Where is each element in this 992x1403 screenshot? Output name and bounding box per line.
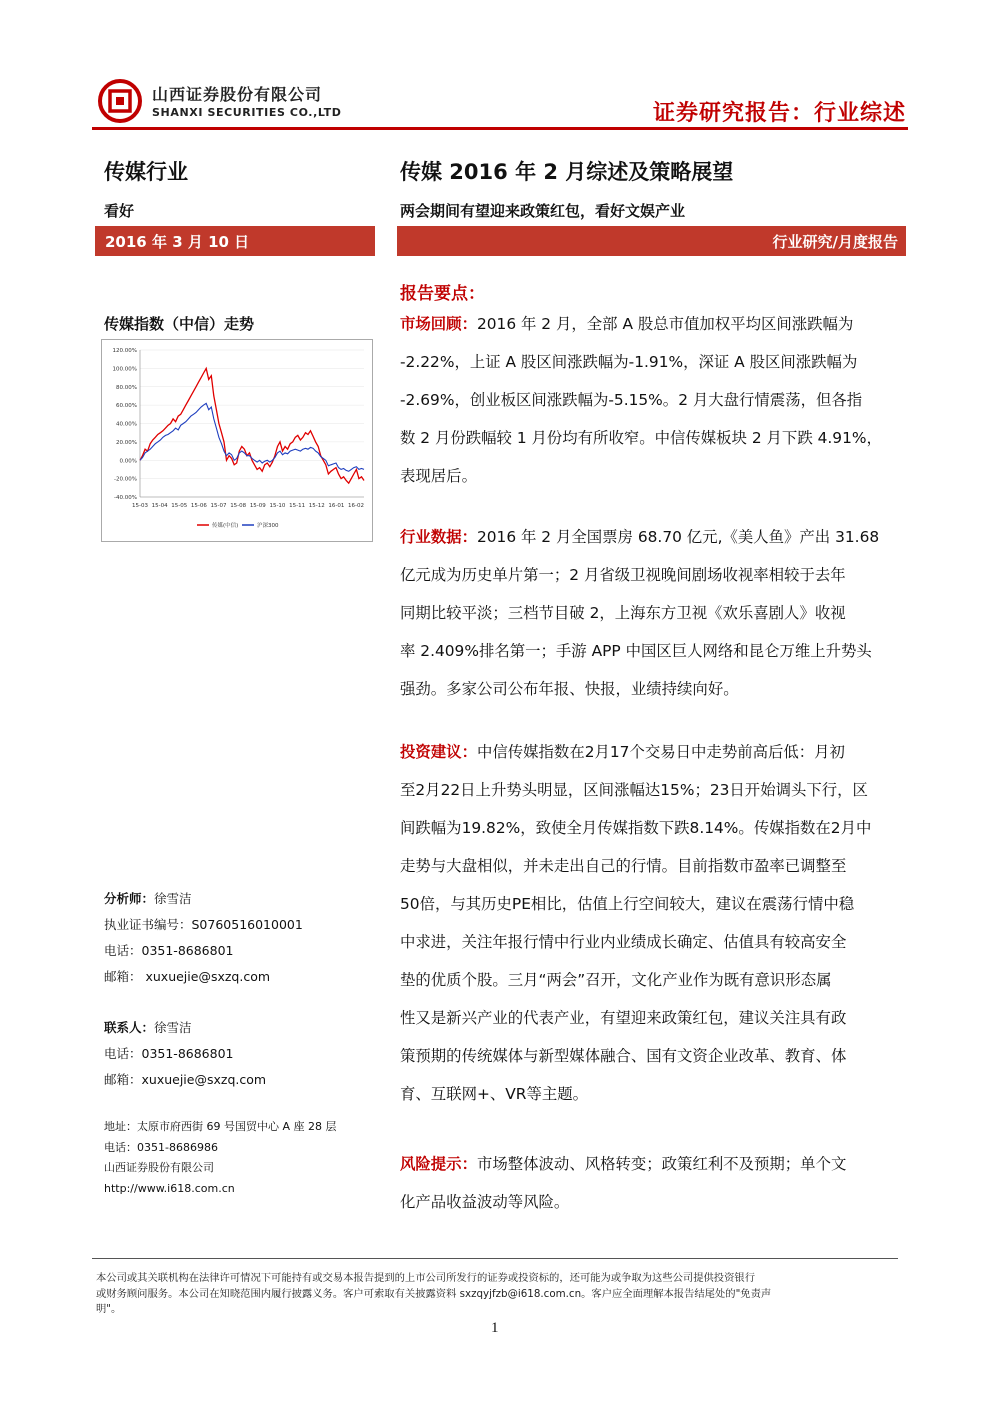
y-tick-label: 40.00% <box>116 421 137 428</box>
industry-label: 行业数据： <box>400 528 477 546</box>
page-number: 1 <box>491 1320 499 1336</box>
legend-label: 传媒(中信) <box>212 523 239 529</box>
x-tick-label: 15-03 <box>132 503 148 509</box>
address-company: 山西证券股份有限公司 <box>104 1161 214 1174</box>
x-tick-label: 15-07 <box>210 503 227 509</box>
invest-text-4: 50倍，与其历史PE相比，估值上行空间较大，建议在震荡行情中稳 <box>400 895 855 913</box>
company-name-en: SHANXI SECURITIES CO.,LTD <box>152 106 342 119</box>
address-phone: 电话：0351-8686986 <box>104 1140 218 1154</box>
key-points-heading: 报告要点： <box>400 284 485 304</box>
x-tick-label: 15-04 <box>151 503 168 509</box>
y-tick-label: 100.00% <box>112 366 137 373</box>
text-line <box>400 518 908 556</box>
y-tick-label: -20.00% <box>114 476 137 483</box>
market-text-2: -2.69%，创业板区间涨跌幅为-5.15%。2 月大盘行情震荡，但各指 <box>400 391 863 409</box>
industry-text-4: 强劲。多家公司公布年报、快报，业绩持续向好。 <box>400 680 739 698</box>
footer-rule <box>92 1258 898 1259</box>
company-logo <box>97 78 143 124</box>
market-text-4: 表现居后。 <box>400 467 477 485</box>
industry-name: 传媒行业 <box>104 160 188 184</box>
risk-text-1: 化产品收益波动等风险。 <box>400 1193 570 1211</box>
y-tick-label: 20.00% <box>116 439 137 446</box>
y-tick-label: 80.00% <box>116 384 137 391</box>
market-text-3: 数 2 月份跌幅较 1 月份均有所收窄。中信传媒板块 2 月下跌 4.91%， <box>400 429 882 447</box>
industry-text-1: 亿元成为历史单片第一；2 月省级卫视晚间剧场收视率相较于去年 <box>400 566 846 584</box>
report-date: 2016 年 3 月 10 日 <box>105 233 250 251</box>
disclaimer-line-1: 或财务顾问服务。本公司在知晓范围内履行披露义务。客户可索取有关披露资料 sxzqyjfzb@i618.com.cn。客户应全面理解本报告结尾处的"免责声 <box>96 1287 772 1300</box>
analyst-label: 分析师： <box>104 891 155 906</box>
x-tick-label: 15-11 <box>289 503 306 509</box>
analyst-line <box>104 886 394 912</box>
invest-text-2: 间跌幅为19.82%，致使全月传媒指数下跌8.14%。传媒指数在2月中 <box>400 819 872 837</box>
analyst-email[interactable]: 邮箱： xuxuejie@sxzq.com <box>104 969 271 984</box>
invest-text-5: 中求进，关注年报行情中行业内业绩成长确定、估值具有较高安全 <box>400 933 847 951</box>
x-tick-label: 15-12 <box>308 503 325 509</box>
x-tick-label: 15-10 <box>269 503 286 509</box>
chart-title: 传媒指数（中信）走势 <box>104 315 255 333</box>
media-index-chart <box>102 340 372 541</box>
investment-advice-section <box>400 733 908 1113</box>
series-line-0 <box>140 368 364 483</box>
industry-text-0: 2016 年 2 月全国票房 68.70 亿元,《美人鱼》产出 31.68 <box>476 528 880 546</box>
legend-label: 沪深300 <box>257 523 279 529</box>
text-line <box>400 1145 908 1183</box>
analyst-phone: 电话：0351-8686801 <box>104 943 234 958</box>
y-tick-label: 60.00% <box>116 403 137 410</box>
industry-rating: 看好 <box>104 202 135 220</box>
industry-data-section <box>400 518 908 708</box>
y-tick-label: -40.00% <box>114 495 137 501</box>
invest-text-9: 育、互联网+、VR等主题。 <box>400 1085 589 1103</box>
category-bar <box>397 226 906 256</box>
x-tick-label: 16-02 <box>348 503 364 509</box>
disclaimer <box>96 1271 906 1318</box>
address: 地址：太原市府西街 69 号国贸中心 A 座 28 层 <box>104 1120 337 1133</box>
risk-text-0: 市场整体波动、风格转变；政策红利不及预期；单个文 <box>476 1155 847 1173</box>
y-tick-label: 120.00% <box>112 348 137 354</box>
market-label: 市场回顾： <box>400 315 477 333</box>
report-subtitle: 两会期间有望迎来政策红包，看好文娱产业 <box>400 202 686 220</box>
report-type: 证券研究报告：行业综述 <box>652 101 906 126</box>
contact-line <box>104 1015 394 1041</box>
date-bar <box>95 226 375 256</box>
industry-text-2: 同期比较平淡；三档节目破 2，上海东方卫视《欢乐喜剧人》收视 <box>400 604 846 622</box>
market-text-0: 2016 年 2 月，全部 A 股总市值加权平均区间涨跌幅为 <box>476 315 854 333</box>
x-tick-label: 16-01 <box>328 503 345 509</box>
invest-text-8: 策预期的传统媒体与新型媒体融合、国有文资企业改革、教育、体 <box>400 1047 847 1065</box>
cert-number: 执业证书编号：S0760516010001 <box>104 917 303 932</box>
contact-block <box>104 1015 394 1093</box>
x-tick-label: 15-05 <box>171 503 188 509</box>
invest-label: 投资建议： <box>400 743 477 761</box>
disclaimer-line-0: 本公司或其关联机构在法律许可情况下可能持有或交易本报告提到的上市公司所发行的证券或投资标的，还可能为或争取为这些公司提供投资银行 <box>96 1272 755 1284</box>
x-tick-label: 15-09 <box>249 503 266 509</box>
market-review-section <box>400 305 908 495</box>
logo-mark-icon <box>97 78 143 124</box>
report-title: 传媒 2016 年 2 月综述及策略展望 <box>400 160 734 184</box>
analyst-block <box>104 886 394 990</box>
report-category: 行业研究/月度报告 <box>772 233 898 251</box>
risk-section <box>400 1145 908 1221</box>
text-line <box>400 305 908 343</box>
company-name-cn: 山西证券股份有限公司 <box>152 85 323 104</box>
contact-name: 徐雪洁 <box>154 1020 192 1035</box>
invest-text-1: 至2月22日上升势头明显，区间涨幅达15%；23日开始调头下行，区 <box>400 781 868 799</box>
invest-text-0: 中信传媒指数在2月17个交易日中走势前高后低：月初 <box>476 743 845 761</box>
header-rule <box>92 127 908 130</box>
text-line <box>400 733 908 771</box>
invest-text-7: 性又是新兴产业的代表产业，有望迎来政策红包，建议关注具有政 <box>400 1009 847 1027</box>
invest-text-6: 垫的优质个股。三月“两会”召开，文化产业作为既有意识形态属 <box>400 971 832 989</box>
contact-phone: 电话：0351-8686801 <box>104 1046 234 1061</box>
contact-email[interactable]: 邮箱：xuxuejie@sxzq.com <box>104 1072 267 1087</box>
x-tick-label: 15-06 <box>190 503 207 509</box>
chart-frame <box>101 339 373 542</box>
market-text-1: -2.22%，上证 A 股区间涨跌幅为-1.91%，深证 A 股区间涨跌幅为 <box>400 353 858 371</box>
industry-text-3: 率 2.409%排名第一；手游 APP 中国区巨人网络和昆仑万维上升势头 <box>400 642 872 660</box>
website-link[interactable]: http://www.i618.com.cn <box>104 1181 235 1195</box>
address-block <box>104 1117 394 1199</box>
risk-label: 风险提示： <box>400 1155 477 1173</box>
contact-label: 联系人： <box>104 1020 155 1035</box>
disclaimer-line-2: 明"。 <box>96 1303 122 1315</box>
analyst-name: 徐雪洁 <box>154 891 192 906</box>
invest-text-3: 走势与大盘相似，并未走出自己的行情。目前指数市盈率已调整至 <box>400 857 847 875</box>
y-tick-label: 0.00% <box>119 458 137 465</box>
x-tick-label: 15-08 <box>230 503 247 509</box>
